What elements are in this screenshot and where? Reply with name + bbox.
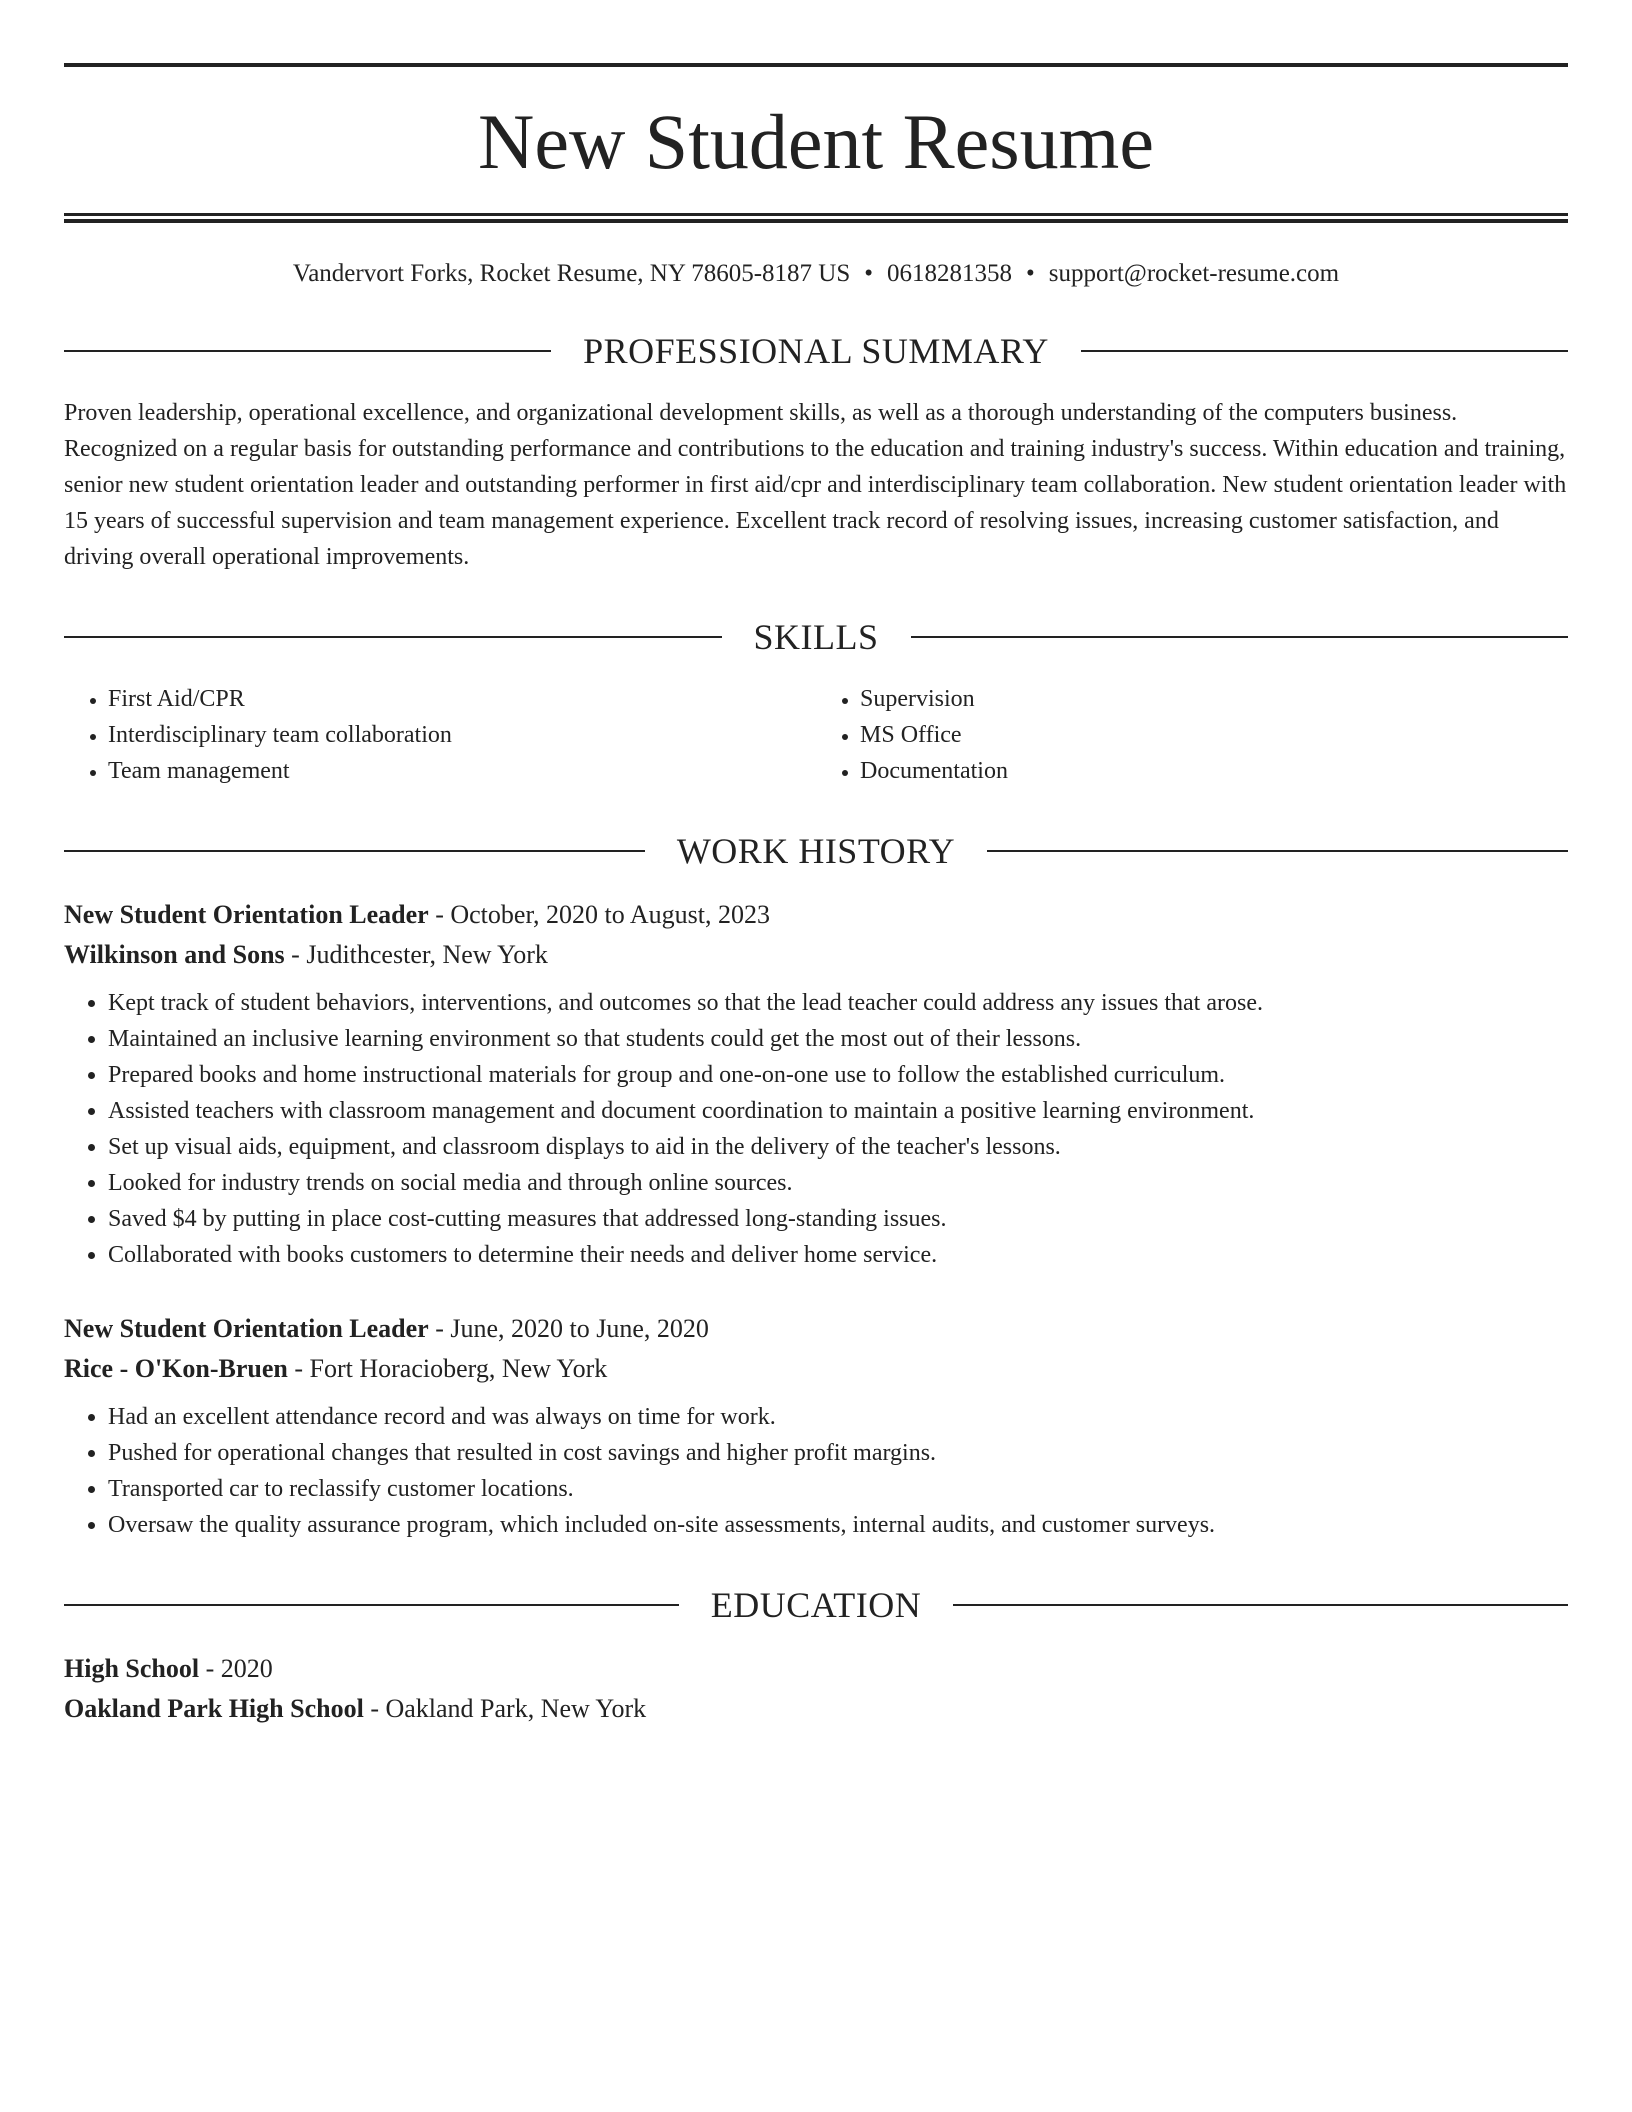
education-school: Oakland Park High School: [64, 1694, 364, 1723]
divider: [64, 850, 645, 852]
education-school-line: [64, 1689, 1568, 1729]
skill-item: • Supervision: [860, 681, 1568, 717]
contact-separator: •: [1026, 260, 1035, 287]
section-heading-skills: [64, 619, 1568, 655]
job-bullet: • Oversaw the quality assurance program, which included on-site assessments, internal audits, and customer surveys.: [108, 1507, 1568, 1543]
job-bullet: • Pushed for operational changes that resulted in cost savings and higher profit margins.: [108, 1435, 1568, 1471]
job-bullet: • Transported car to reclassify customer locations.: [108, 1471, 1568, 1507]
contact-email: support@rocket-resume.com: [1048, 260, 1340, 287]
education-year: - 2020: [199, 1654, 273, 1683]
job-location: - Judithcester, New York: [284, 940, 548, 969]
skill-item: • Interdisciplinary team collaboration: [108, 717, 816, 753]
job-company-line: [64, 935, 1568, 975]
job-bullet: • Saved $4 by putting in place cost-cutting measures that addressed long-standing issues.: [108, 1201, 1568, 1237]
education-degree: High School: [64, 1654, 200, 1683]
divider: [64, 636, 722, 638]
skill-item: • Documentation: [860, 753, 1568, 789]
section-title: SKILLS: [753, 617, 879, 657]
contact-address: Vandervort Forks, Rocket Resume, NY 78605-8187 US: [292, 260, 851, 287]
education-degree-line: [64, 1649, 1568, 1689]
divider: [64, 350, 551, 352]
job-location: - Fort Horacioberg, New York: [287, 1354, 608, 1383]
job-entry: [64, 895, 1568, 1273]
header-double-rule: [64, 213, 1568, 223]
resume-title: New Student Resume: [478, 98, 1154, 185]
job-company: Rice - O'Kon-Bruen: [64, 1354, 288, 1383]
job-role: New Student Orientation Leader: [64, 900, 429, 929]
job-bullets: [64, 1399, 1568, 1543]
skills-list: [64, 681, 1568, 789]
job-bullet: • Prepared books and home instructional materials for group and one-on-one use to follow the established curriculum.: [108, 1057, 1568, 1093]
job-entry: [64, 1309, 1568, 1543]
skills-column-left: [64, 681, 816, 789]
divider: [64, 1604, 679, 1606]
contact-phone: 0618281358: [887, 260, 1013, 287]
divider: [1081, 350, 1568, 352]
job-bullet: • Looked for industry trends on social media and through online sources.: [108, 1165, 1568, 1201]
skill-item: • First Aid/CPR: [108, 681, 816, 717]
education-location: - Oakland Park, New York: [363, 1694, 647, 1723]
job-bullet: • Kept track of student behaviors, interventions, and outcomes so that the lead teacher could address any issues that arose.: [108, 985, 1568, 1021]
section-title: WORK HISTORY: [676, 831, 956, 871]
section-title: EDUCATION: [710, 1585, 922, 1625]
job-bullets: [64, 985, 1568, 1273]
section-heading-education: [64, 1587, 1568, 1623]
skill-item: • Team management: [108, 753, 816, 789]
skills-column-right: [816, 681, 1568, 789]
contact-line: [64, 259, 1568, 289]
job-role-line: [64, 895, 1568, 935]
divider: [911, 636, 1569, 638]
section-heading-summary: [64, 333, 1568, 369]
job-bullet: • Collaborated with books customers to determine their needs and deliver home service.: [108, 1237, 1568, 1273]
job-dates: - June, 2020 to June, 2020: [428, 1314, 709, 1343]
divider: [987, 850, 1568, 852]
job-bullet: • Set up visual aids, equipment, and classroom displays to aid in the delivery of the teacher's lessons.: [108, 1129, 1568, 1165]
job-bullet: • Maintained an inclusive learning environment so that students could get the most out of their lessons.: [108, 1021, 1568, 1057]
job-role: New Student Orientation Leader: [64, 1314, 429, 1343]
summary-text: Proven leadership, operational excellence, and organizational development skills, as well as a thorough understanding of the computers business. Recognized on a regular basis for outstanding performance and contributions to the education and training industry's success. Within education and training, senior new student orientation leader and outstanding performer in first aid/cpr and interdisciplinary team collaboration. New student orientation leader with 15 years of successful supervision and team management experience. Excellent track record of resolving issues, increasing customer satisfaction, and driving overall operational improvements.: [64, 400, 1567, 570]
section-title: PROFESSIONAL SUMMARY: [583, 331, 1049, 371]
job-company-line: [64, 1349, 1568, 1389]
education-entry: [64, 1649, 1568, 1729]
job-role-line: [64, 1309, 1568, 1349]
job-dates: - October, 2020 to August, 2023: [428, 900, 770, 929]
job-company: Wilkinson and Sons: [64, 940, 285, 969]
divider: [953, 1604, 1568, 1606]
job-bullet: • Assisted teachers with classroom management and document coordination to maintain a positive learning environment.: [108, 1093, 1568, 1129]
contact-separator: •: [864, 260, 874, 287]
skill-item: • MS Office: [860, 717, 1568, 753]
job-bullet: • Had an excellent attendance record and was always on time for work.: [108, 1399, 1568, 1435]
section-heading-work: [64, 833, 1568, 869]
